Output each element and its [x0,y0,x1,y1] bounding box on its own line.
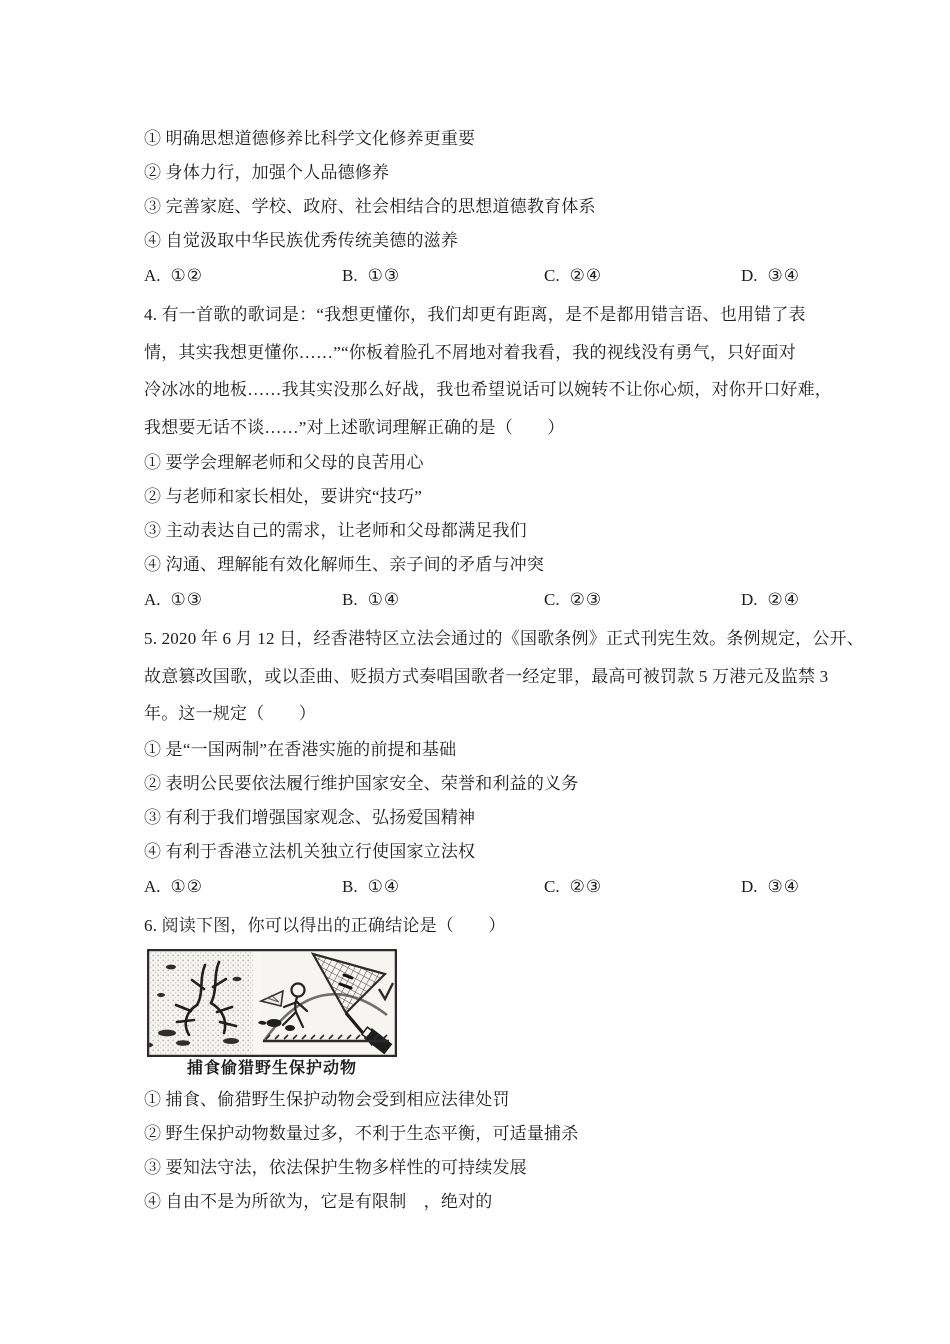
option-item: ② 身体力行，加强个人品德修养 [144,163,390,182]
choice-value: ①③ [170,590,204,609]
option-item: ② 表明公民要依法履行维护国家安全、荣誉和利益的义务 [144,773,579,793]
choice-label: C. [544,266,560,285]
answer-choices-row [144,258,824,296]
option-item: ② 与老师和家长相处，要讲究“技巧” [144,487,422,506]
choice-c [544,870,741,904]
choice-label: A. [144,266,161,285]
question-stem-line: 4. 有一首歌的歌词是：“我想更懂你，我们却更有距离，是不是都用错言语、也用错了表 [144,305,806,324]
choice-value: ①④ [367,876,401,896]
choice-b [342,870,544,904]
question-stem-line: 冷冰冰的地板……我其实没那么好战，我也希望说话可以婉转不让你心烦，对你开口好难， [144,380,832,399]
option-item: ③ 完善家庭、学校、政府、社会相结合的思想道德教育体系 [144,197,596,216]
answer-choices-row [144,869,824,907]
question-stem-line: 5. 2020 年 6 月 12 日，经香港特区立法会通过的《国歌条例》正式刊宪生效。条例规定，公开、 [144,629,864,648]
option-item: ③ 主动表达自己的需求，让老师和父母都满足我们 [144,521,527,540]
question-3-tail [144,122,824,296]
question-stem-line: 我想要无话不谈……”对上述歌词理解正确的是（ ） [144,417,565,437]
option-item: ② 野生保护动物数量过多，不利于生态平衡，可适量捕杀 [144,1124,579,1143]
option-item: ④ 沟通、理解能有效化解师生、亲子间的矛盾与冲突 [144,555,545,574]
question-stem-line: 故意篡改国歌，或以歪曲、贬损方式奏唱国歌者一经定罪，最高可被罚款 5 万港元及监禁 3 [144,666,829,686]
question-6-figure [147,949,397,1079]
option-item: ① 要学会理解老师和父母的良苦用心 [144,453,424,472]
choice-c [544,583,741,617]
choice-label: C. [544,876,560,896]
question-4 [144,296,832,620]
choice-c [544,259,741,293]
choice-value: ②③ [569,590,603,609]
choice-label: B. [342,266,358,285]
choice-b [342,259,544,293]
choice-a [144,259,342,293]
choice-a [144,870,342,904]
answer-choices-row [144,582,824,620]
option-item: ③ 有利于我们增强国家观念、弘扬爱国精神 [144,807,476,827]
choice-value: ①② [170,876,204,896]
choice-value: ③④ [767,876,801,896]
choice-d [741,259,824,293]
choice-b [342,583,544,617]
choice-value: ③④ [767,266,801,285]
choice-label: C. [544,590,560,609]
option-item: ④ 自觉汲取中华民族优秀传统美德的滋养 [144,231,459,250]
option-item: ① 捕食、偷猎野生保护动物会受到相应法律处罚 [144,1090,510,1109]
figure-caption: 捕食偷猎野生保护动物 [186,1060,357,1077]
choice-value: ②③ [569,876,603,896]
option-item: ③ 要知法守法，依法保护生物多样性的可持续发展 [144,1158,527,1177]
question-stem-line: 年。这一规定（ ） [144,704,316,723]
choice-value: ①④ [367,590,401,609]
choice-value: ①③ [367,266,401,285]
choice-label: A. [144,590,161,609]
choice-value: ②④ [767,590,801,609]
choice-value: ①② [170,266,204,285]
option-item: ① 是“一国两制”在香港实施的前提和基础 [144,739,457,759]
choice-d [741,870,824,904]
choice-label: D. [741,590,758,609]
question-6 [144,907,824,1220]
option-item: ① 明确思想道德修养比科学文化修养更重要 [144,129,476,148]
option-item: ④ 有利于香港立法机关独立行使国家立法权 [144,841,476,861]
choice-label: B. [342,590,358,609]
choice-label: D. [741,266,758,285]
question-5 [144,620,864,907]
choice-d [741,583,824,617]
option-item: ④ 自由不是为所欲为，它是有限制 ，绝对的 [144,1192,493,1211]
choice-value: ②④ [569,266,603,285]
choice-label: D. [741,876,758,896]
choice-a [144,583,342,617]
choice-label: A. [144,876,161,896]
wildlife-poaching-cartoon [147,949,397,1057]
question-stem-line: 6. 阅读下图，你可以得出的正确结论是（ ） [144,915,506,935]
choice-label: B. [342,876,358,896]
question-stem-line: 情，其实我想更懂你……”“你板着脸孔不屑地对着我看，我的视线没有勇气，只好面对 [144,342,796,362]
